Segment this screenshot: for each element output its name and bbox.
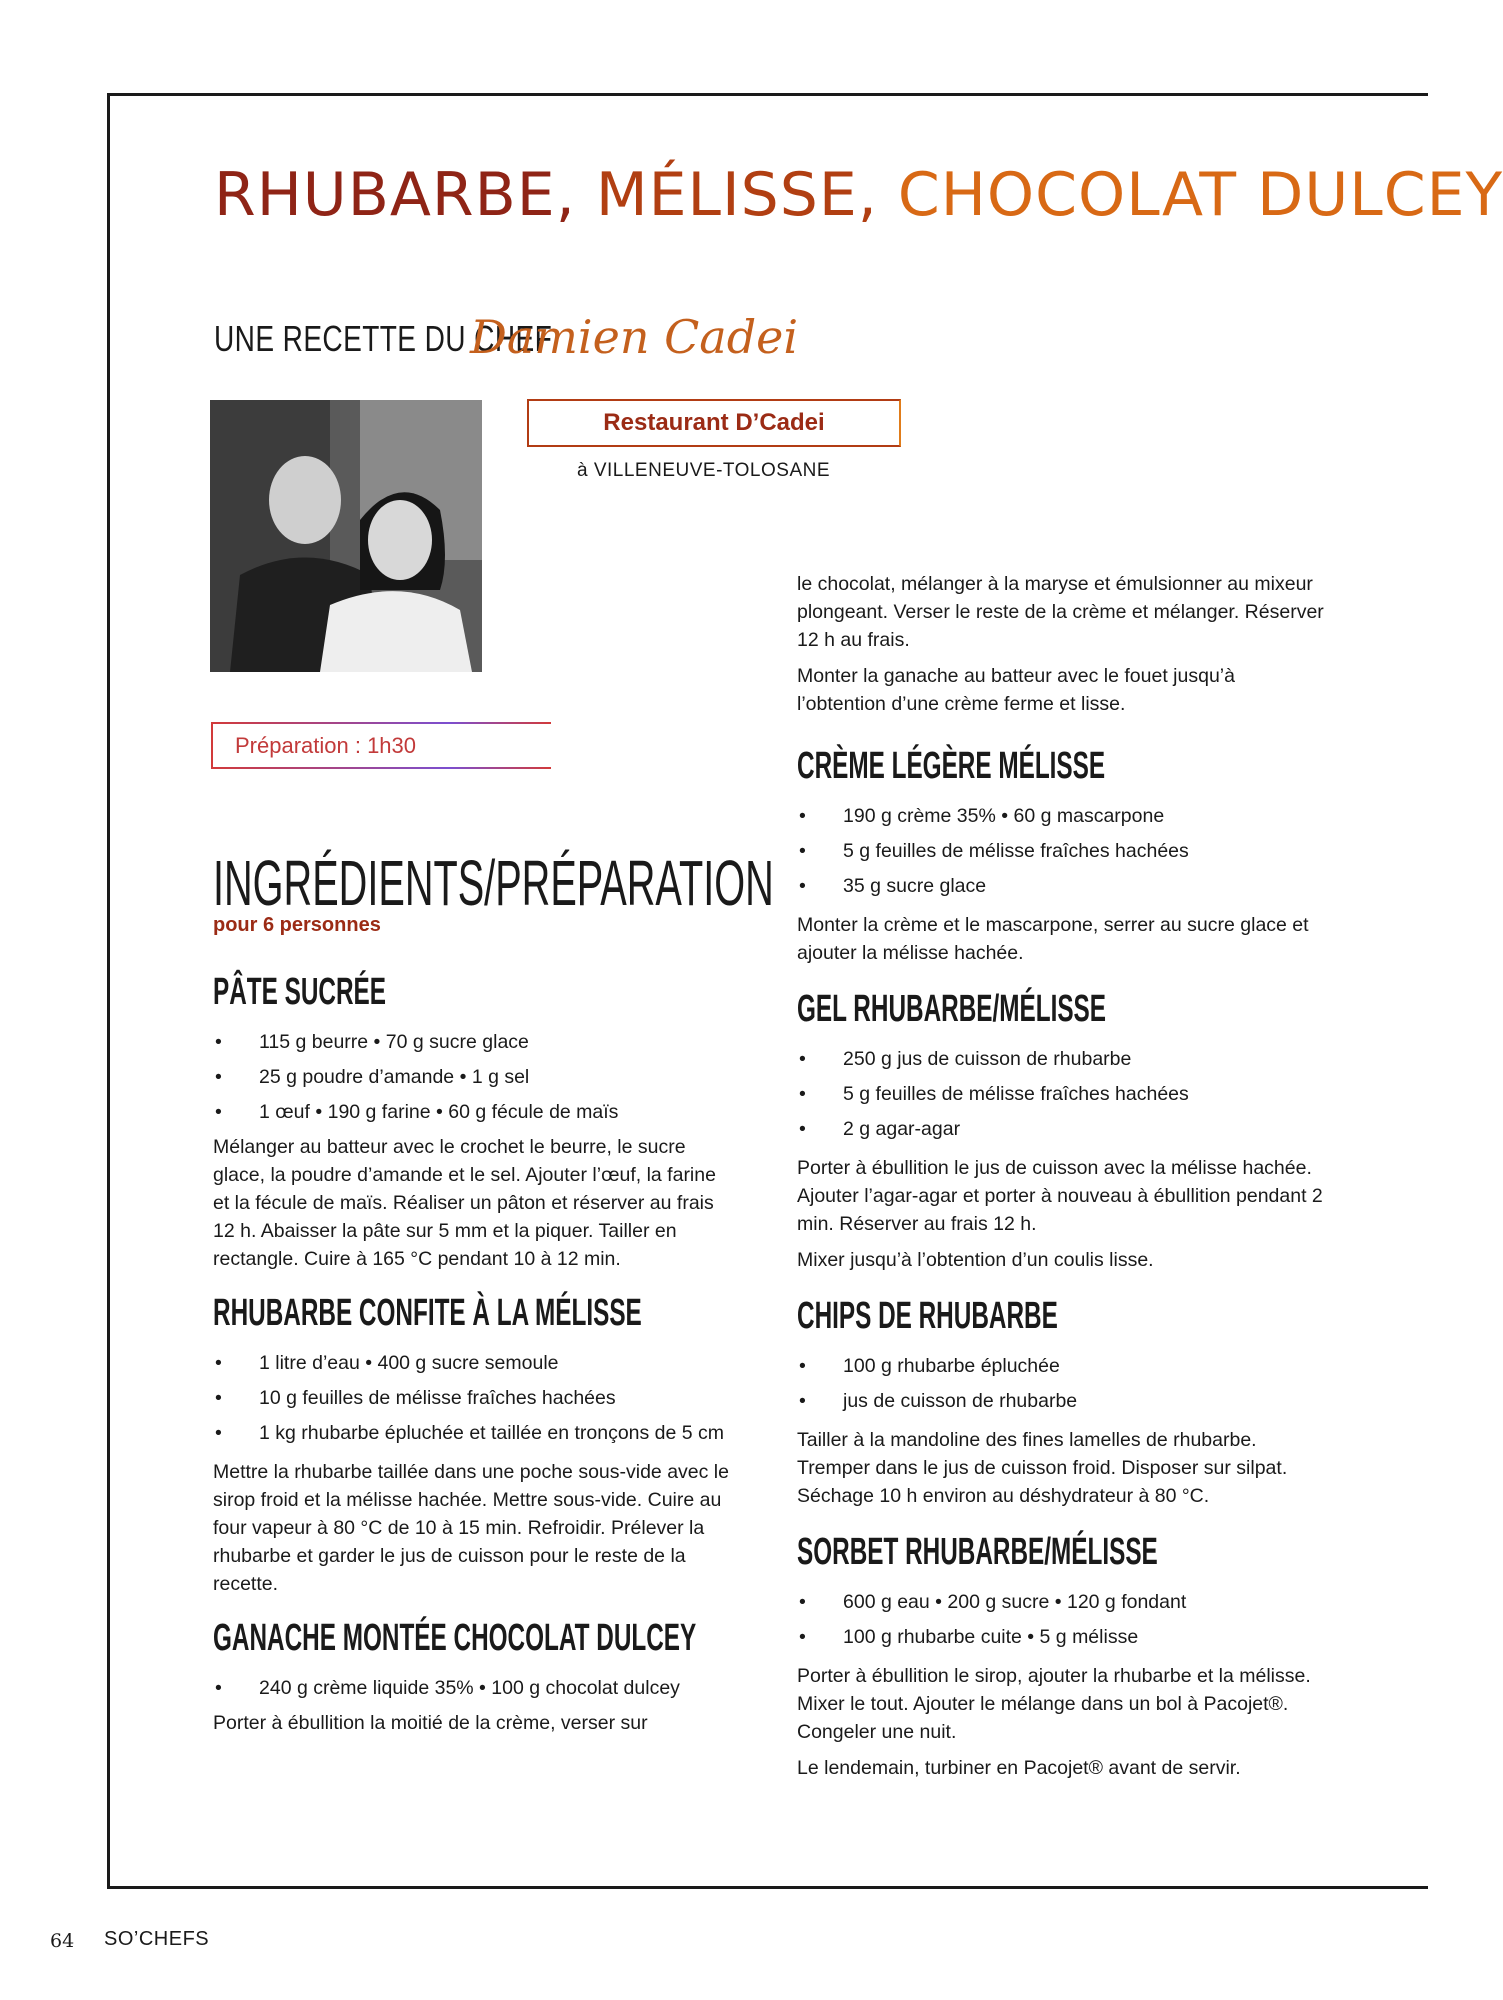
title-part-1: RHUBARBE, — [214, 160, 596, 230]
list-item: • 10 g feuilles de mélisse fraîches hachées — [213, 1384, 733, 1412]
byline: UNE RECETTE DU CHEF — [214, 318, 553, 359]
prep-border-bottom — [211, 767, 551, 769]
section-rhubarbe-confite — [213, 1291, 733, 1598]
section-heading: SORBET RHUBARBE/MÉLISSE — [797, 1531, 1158, 1573]
list-item: • 115 g beurre • 70 g sucre glace — [213, 1028, 733, 1056]
instructions: Porter à ébullition le jus de cuisson avec la mélisse hachée. Ajouter l’agar-agar et porter à nouveau à ébullition pendant 2 min. Réserver au frais 12 h. — [797, 1157, 1323, 1235]
section-heading: CHIPS DE RHUBARBE — [797, 1295, 1058, 1337]
instructions: Porter à ébullition le sirop, ajouter la rhubarbe et la mélisse. Mixer le tout. Ajouter le mélange dans un bol à Pacojet®. Congeler une nuit. — [797, 1665, 1311, 1743]
section-ganache — [213, 1616, 733, 1737]
section-heading: RHUBARBE CONFITE À LA MÉLISSE — [213, 1292, 642, 1334]
instructions: Le lendemain, turbiner en Pacojet® avant de servir. — [797, 1757, 1241, 1779]
list-item: • 1 œuf • 190 g farine • 60 g fécule de maïs — [213, 1098, 733, 1126]
ingredient-list — [797, 802, 1327, 900]
ingredient-list — [213, 1674, 733, 1702]
instructions: Tailler à la mandoline des fines lamelles de rhubarbe. Tremper dans le jus de cuisson froid. Disposer sur silpat. Séchage 10 h environ au déshydrateur à 80 °C. — [797, 1429, 1288, 1507]
ingredients-heading: INGRÉDIENTS/PRÉPARATION — [213, 847, 774, 919]
title-part-3: CHOCOLAT DULCEY — [897, 160, 1503, 230]
chef-photo-illustration — [210, 400, 482, 672]
list-item: • 25 g poudre d’amande • 1 g sel — [213, 1063, 733, 1091]
section-heading: CRÈME LÉGÈRE MÉLISSE — [797, 745, 1106, 787]
left-column — [213, 970, 733, 1745]
instructions: Monter la ganache au batteur avec le fouet jusqu’à l’obtention d’une crème ferme et lisse. — [797, 665, 1235, 715]
ingredient-list — [213, 1349, 733, 1447]
right-column — [797, 570, 1327, 1790]
chef-photo — [210, 400, 482, 672]
list-item: • 250 g jus de cuisson de rhubarbe — [797, 1045, 1327, 1073]
chef-signature: Damien Cadei — [470, 310, 799, 364]
list-item: • 600 g eau • 200 g sucre • 120 g fondant — [797, 1588, 1327, 1616]
ingredient-list — [797, 1352, 1327, 1415]
list-item: • jus de cuisson de rhubarbe — [797, 1387, 1327, 1415]
preparation-time: Préparation : 1h30 — [211, 722, 551, 769]
ingredient-list — [797, 1588, 1327, 1651]
section-creme-legere — [797, 744, 1327, 967]
prep-border-top — [211, 722, 551, 724]
restaurant-name: Restaurant D’Cadei — [527, 399, 901, 447]
section-gel-rhubarbe — [797, 987, 1327, 1274]
list-item: • 5 g feuilles de mélisse fraîches hachées — [797, 837, 1327, 865]
instructions: Mettre la rhubarbe taillée dans une poche sous-vide avec le sirop froid et la mélisse hachée. Mettre sous-vide. Cuire au four vapeur à 80 °C de 10 à 15 min. Refroidir. Prélever la rhubarbe et garder le jus de cuisson pour le reste de la recette. — [213, 1461, 729, 1595]
list-item: • 2 g agar-agar — [797, 1115, 1327, 1143]
page-number: 64 — [50, 1930, 75, 1952]
section-heading: GANACHE MONTÉE CHOCOLAT DULCEY — [213, 1617, 697, 1659]
servings: pour 6 personnes — [213, 914, 381, 936]
instructions: le chocolat, mélanger à la maryse et émulsionner au mixeur plongeant. Verser le reste de la crème et mélanger. Réserver 12 h au frais. — [797, 573, 1324, 651]
restaurant-location: à VILLENEUVE-TOLOSANE — [577, 460, 831, 481]
list-item: • 100 g rhubarbe cuite • 5 g mélisse — [797, 1623, 1327, 1651]
list-item: • 1 kg rhubarbe épluchée et taillée en tronçons de 5 cm — [213, 1419, 733, 1447]
section-pate-sucree — [213, 970, 733, 1273]
list-item: • 1 litre d’eau • 400 g sucre semoule — [213, 1349, 733, 1377]
instructions: Monter la crème et le mascarpone, serrer au sucre glace et ajouter la mélisse hachée. — [797, 914, 1309, 964]
instructions: Mélanger au batteur avec le crochet le beurre, le sucre glace, la poudre d’amande et le sel. Ajouter l’œuf, la farine et la fécule de maïs. Réaliser un pâton et réserver au frais 12 h. Abaisser la pâte sur 5 mm et la piquer. Tailler en rectangle. Cuire à 165 °C pendant 10 à 12 min. — [213, 1136, 716, 1270]
magazine-name: SO’CHEFS — [104, 1928, 210, 1950]
list-item: • 5 g feuilles de mélisse fraîches hachées — [797, 1080, 1327, 1108]
section-heading: GEL RHUBARBE/MÉLISSE — [797, 988, 1106, 1030]
title-part-2: MÉLISSE, — [595, 160, 898, 230]
instructions: Mixer jusqu’à l’obtention d’un coulis lisse. — [797, 1249, 1154, 1271]
section-sorbet — [797, 1530, 1327, 1782]
instructions: Porter à ébullition la moitié de la crème, verser sur — [213, 1712, 648, 1734]
ingredient-list — [797, 1045, 1327, 1143]
list-item: • 240 g crème liquide 35% • 100 g chocolat dulcey — [213, 1674, 733, 1702]
list-item: • 35 g sucre glace — [797, 872, 1327, 900]
list-item: • 190 g crème 35% • 60 g mascarpone — [797, 802, 1327, 830]
recipe-title — [214, 160, 1503, 230]
section-heading: PÂTE SUCRÉE — [213, 971, 386, 1013]
section-chips-rhubarbe — [797, 1294, 1327, 1510]
list-item: • 100 g rhubarbe épluchée — [797, 1352, 1327, 1380]
ingredient-list — [213, 1028, 733, 1126]
